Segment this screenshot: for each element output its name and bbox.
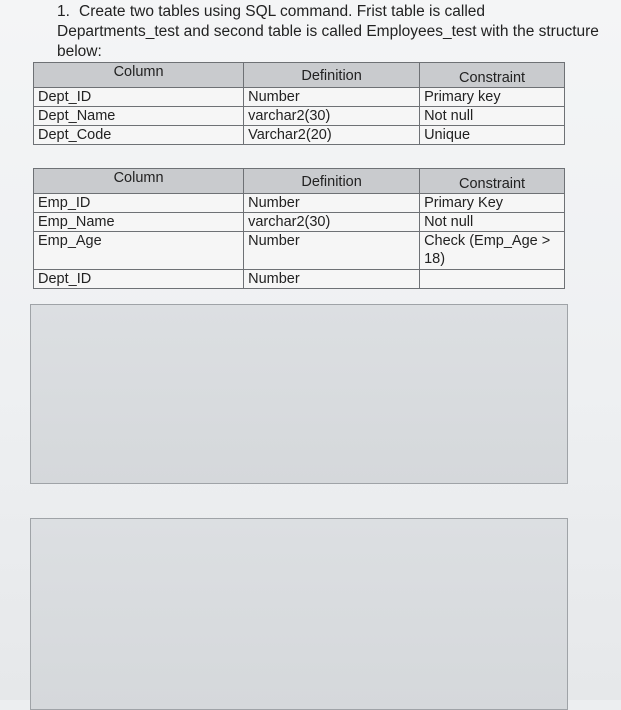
column-name-cell: Dept_ID	[34, 88, 244, 107]
column-name-cell: Dept_Name	[34, 107, 244, 126]
answer-box-2	[30, 518, 568, 710]
column-header: Column	[34, 169, 244, 194]
column-name-cell: Dept_Code	[34, 126, 244, 145]
constraint-cell: Primary Key	[420, 194, 565, 213]
constraint-cell: Unique	[420, 126, 565, 145]
constraint-cell: Not null	[420, 213, 565, 232]
column-name-cell: Emp_ID	[34, 194, 244, 213]
table-row	[34, 126, 565, 145]
definition-cell: Number	[244, 270, 420, 289]
constraint-header: Constraint	[420, 169, 565, 194]
definition-cell: varchar2(30)	[244, 213, 420, 232]
constraint-header: Constraint	[420, 63, 565, 88]
answer-box-1	[30, 304, 568, 484]
column-name-cell: Dept_ID	[34, 270, 244, 289]
definition-cell: Number	[244, 194, 420, 213]
constraint-cell: Not null	[420, 107, 565, 126]
definition-header: Definition	[244, 63, 420, 88]
table-row	[34, 107, 565, 126]
employees-structure-table	[33, 168, 565, 289]
table-row	[34, 194, 565, 213]
definition-cell: Varchar2(20)	[244, 126, 420, 145]
question-text: Create two tables using SQL command. Frist table is called Departments_test and second table is called Employees_test with the structure below:	[57, 3, 599, 60]
departments-structure-table	[33, 62, 565, 145]
table-header-row	[34, 63, 565, 88]
constraint-cell: Primary key	[420, 88, 565, 107]
table-row	[34, 270, 565, 289]
table-header-row	[34, 169, 565, 194]
table-row	[34, 213, 565, 232]
table-row	[34, 232, 565, 270]
definition-header: Definition	[244, 169, 420, 194]
question-1	[57, 2, 607, 62]
column-header: Column	[34, 63, 244, 88]
column-name-cell: Emp_Name	[34, 213, 244, 232]
column-name-cell: Emp_Age	[34, 232, 244, 270]
constraint-cell: Check (Emp_Age > 18)	[420, 232, 565, 270]
definition-cell: Number	[244, 88, 420, 107]
definition-cell: varchar2(30)	[244, 107, 420, 126]
definition-cell: Number	[244, 232, 420, 270]
constraint-cell	[420, 270, 565, 289]
question-number: 1.	[57, 3, 70, 20]
table-row	[34, 88, 565, 107]
